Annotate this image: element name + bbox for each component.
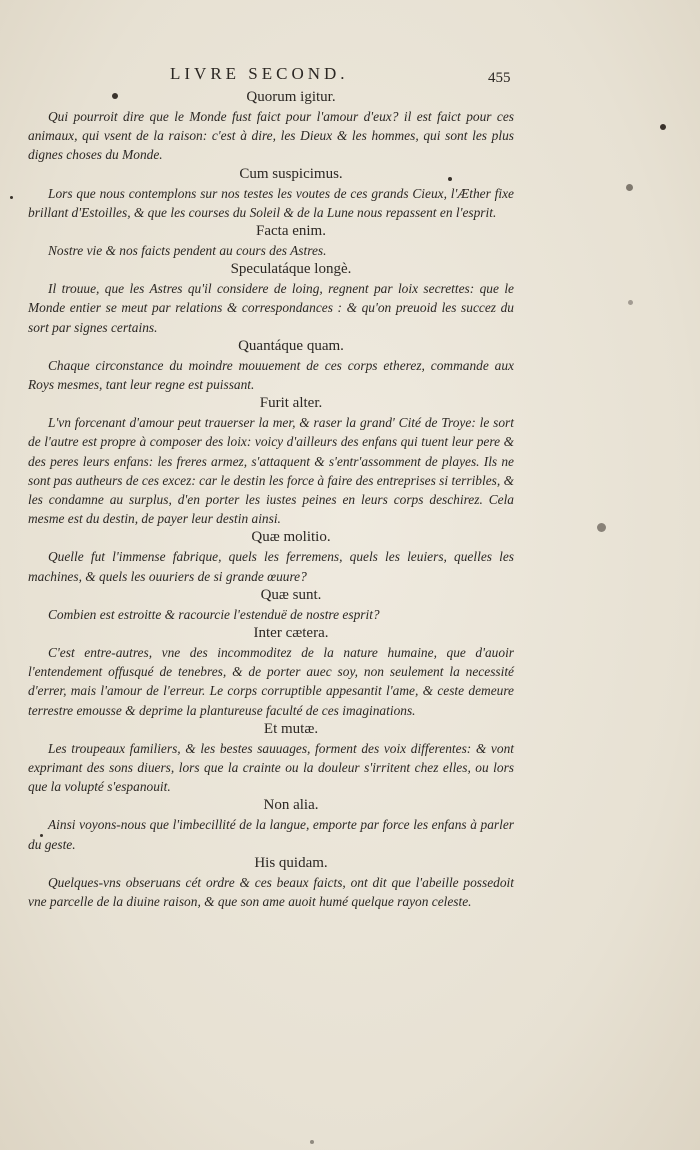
ink-speck [40,834,43,837]
lemma-heading: Quæ sunt. [260,586,322,603]
lemma-heading: Quantáque quam. [238,337,344,354]
ink-speck [112,93,118,99]
lemma-heading: Speculatáque longè. [230,261,352,278]
ink-speck [628,300,633,305]
commentary-paragraph: Chaque circonstance du moindre mouuement de ces corps etherez, commande aux Roys mesmes, tant leur regne est puissant. [28,357,514,393]
page-number: 455 [488,70,511,86]
commentary-paragraph: C'est entre-autres, vne des incommoditez de la nature humaine, que d'auoir l'entendement offusqué de tenebres, & de porter auec soy, non seulement la necessité d'errer, mais l'amour de l'erreur. Le corps corruptible appesantit l'ame, & ceste demeure terrestre emousse & deprime la plantureuse faculté de ces imaginations. [28,645,514,718]
commentary-paragraph: Lors que nous contemplons sur nos testes les voutes de ces grands Cieux, l'Æther fixe brillant d'Estoilles, & que les courses du Soleil & de la Lune nous repassent en l'esprit. [28,185,514,220]
lemma-heading: His quidam. [254,854,328,871]
commentary-paragraph: Quelques-vns obseruans cét ordre & ces beaux faicts, ont dit que l'abeille possedoit vne parcelle de la diuine raison, & que son ame auoit humé quelque rayon celeste. [28,874,514,910]
commentary-paragraph: Les troupeaux familiers, & les bestes sauuages, forment des voix differentes: & vont exprimant des sons diuers, lors que la crainte ou la douleur s'irritent chez elles, ou lors que la volupté s'espanouit. [28,740,514,795]
commentary-paragraph: Combien est estroitte & racourcie l'estenduë de nostre esprit? [48,606,380,622]
ink-speck [660,124,666,130]
commentary-paragraph: Nostre vie & nos faicts pendent au cours des Astres. [48,243,327,259]
lemma-heading: Facta enim. [256,223,326,240]
commentary-paragraph: Qui pourroit dire que le Monde fust faict pour l'amour d'eux? il est faict pour ces animaux, qui vsent de la raison: c'est à dire, les Dieux & les hommes, qui sont les plus dignes choses du Monde. [28,109,514,163]
commentary-paragraph: Ainsi voyons-nous que l'imbecillité de la langue, emporte par force les enfans à parler du geste. [28,817,514,852]
commentary-paragraph: Il trouue, que les Astres qu'il considere de loing, regnent par loix secrettes: que le Monde entier se meut par relations & correspondances : & qu'on preuoid les succez du sort par signes certains. [28,281,514,335]
lemma-heading: Et mutæ. [263,720,319,737]
commentary-paragraph: L'vn forcenant d'amour peut trauerser la mer, & raser la grand' Cité de Troye: le sort de l'autre est propre à composer des loix: voicy d'ailleurs des enfans qui tuent leur pere & des peres leurs enfans: les freres armez, s'attaquent & s'entr'assomment de playes. Ils ne sont pas autheurs de ces excez: car le destin les force à faire des entreprises si terribles, & les condamne au surplus, d'en porter les iustes peines en leurs corps deschirez. Cela mesme est du destin, de payer leur destin ainsi. [28,415,514,527]
lemma-heading: Furit alter. [259,395,323,412]
running-title: LIVRE SECOND. [170,64,349,83]
ink-speck [626,184,633,191]
lemma-heading: Quæ molitio. [251,529,331,546]
ink-speck [310,1140,314,1144]
ink-speck [448,177,452,181]
page-body [28,88,514,911]
ink-speck [597,523,606,532]
lemma-heading: Cum suspicimus. [239,165,343,182]
lemma-heading: Inter cætera. [253,625,329,642]
commentary-paragraph: Quelle fut l'immense fabrique, quels les ferremens, quels les leuiers, quelles les machines, & quels les ouuriers de si grande œuure? [28,549,514,584]
lemma-heading: Quorum igitur. [246,89,336,105]
lemma-heading: Non alia. [263,797,319,814]
ink-speck [10,196,13,199]
